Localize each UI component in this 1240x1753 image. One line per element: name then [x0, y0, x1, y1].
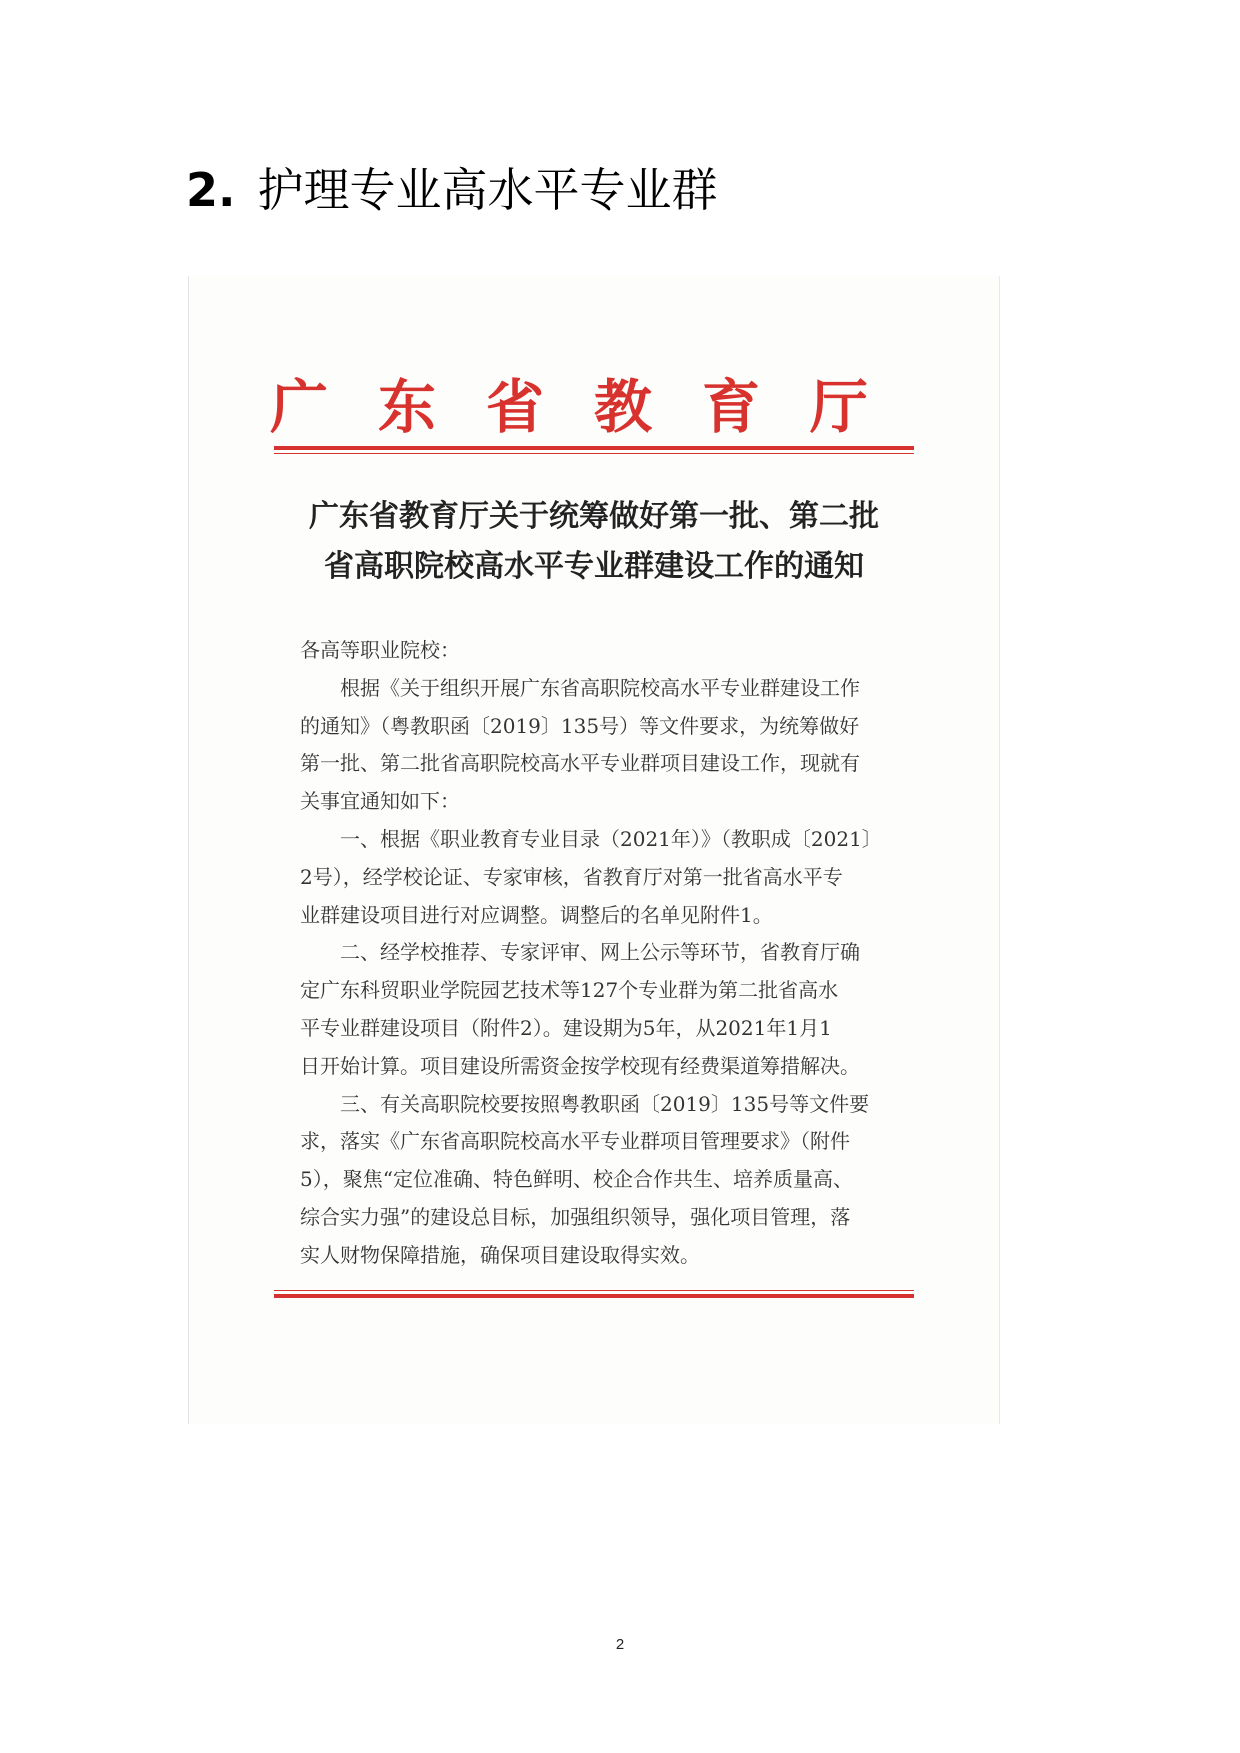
footer-divider [274, 1290, 914, 1298]
header-divider [274, 446, 914, 454]
body-line: 根据《关于组织开展广东省高职院校高水平专业群建设工作 [300, 675, 860, 700]
section-title: 护理专业高水平专业群 [257, 163, 718, 217]
section-heading [186, 160, 717, 220]
notice-title-line: 省高职院校高水平专业群建设工作的通知 [324, 549, 864, 584]
body-line: 5），聚焦“定位准确、特色鲜明、校企合作共生、培养质量高、 [300, 1167, 853, 1192]
body-line: 第一批、第二批省高职院校高水平专业群项目建设工作，现就有 [300, 751, 860, 776]
issuer-char: 厅 [809, 373, 868, 441]
scanned-notice-document [188, 276, 1000, 1424]
body-line: 实人财物保障措施，确保项目建设取得实效。 [300, 1242, 700, 1267]
body-line: 日开始计算。项目建设所需资金按学校现有经费渠道筹措解决。 [300, 1053, 860, 1078]
body-line: 的通知》（粤教职函〔2019〕135号）等文件要求，为统筹做好 [300, 713, 860, 738]
body-line: 一、根据《职业教育专业目录（2021年）》（教职成〔2021〕 [300, 826, 882, 851]
issuer-char: 省 [485, 373, 544, 441]
issuer-header [270, 372, 868, 442]
body-line: 平专业群建设项目（附件2）。建设期为5年，从2021年1月1 [300, 1015, 832, 1040]
body-line: 关事宜通知如下： [300, 789, 460, 814]
body-line: 业群建设项目进行对应调整。调整后的名单见附件1。 [300, 902, 773, 927]
issuer-char: 广 [270, 373, 329, 441]
body-line: 二、经学校推荐、专家评审、网上公示等环节，省教育厅确 [300, 940, 860, 965]
notice-title [288, 492, 900, 592]
notice-body [300, 632, 902, 1275]
body-line: 三、有关高职院校要按照粤教职函〔2019〕135号等文件要 [300, 1091, 870, 1116]
issuer-char: 教 [593, 373, 652, 441]
body-line: 定广东科贸职业学院园艺技术等127个专业群为第二批省高水 [300, 978, 839, 1003]
section-number: 2. [186, 163, 236, 217]
salutation: 各高等职业院校： [300, 638, 460, 662]
issuer-char: 育 [701, 373, 760, 441]
notice-title-line: 广东省教育厅关于统筹做好第一批、第二批 [309, 499, 879, 534]
body-line: 求，落实《广东省高职院校高水平专业群项目管理要求》（附件 [300, 1129, 850, 1154]
body-line: 综合实力强”的建设总目标，加强组织领导，强化项目管理，落 [300, 1204, 851, 1229]
issuer-char: 东 [377, 373, 436, 441]
page-number: 2 [615, 1636, 625, 1653]
body-line: 2号），经学校论证、专家审核，省教育厅对第一批省高水平专 [300, 864, 843, 889]
